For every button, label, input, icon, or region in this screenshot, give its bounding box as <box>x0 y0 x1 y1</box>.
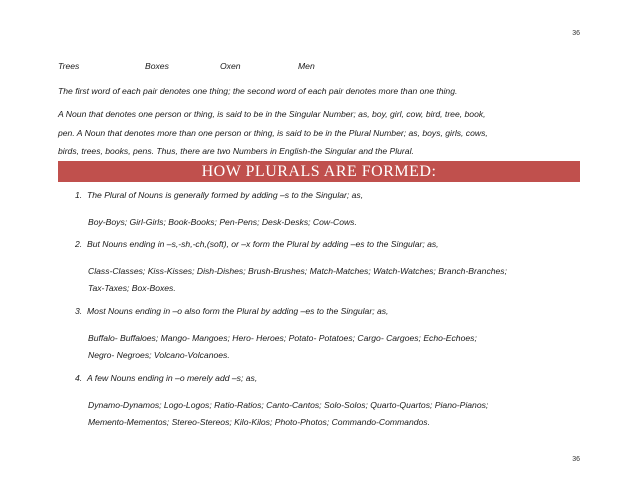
rule-examples-4 <box>88 397 488 431</box>
rule-examples-1 <box>88 214 357 231</box>
example-line: Boy-Boys; Girl-Girls; Book-Books; Pen-Pens; Desk-Desks; Cow-Cows. <box>88 217 357 227</box>
rule-examples-3 <box>88 330 477 364</box>
rule-text: The Plural of Nouns is generally formed by adding –s to the Singular; as, <box>87 190 364 200</box>
rule-text: But Nouns ending in –s,-sh,-ch,(soft), or –x form the Plural by adding –es to the Singular; as, <box>87 239 439 249</box>
word-trees: Trees <box>58 61 80 71</box>
rule-number: 4. <box>75 373 83 383</box>
rule-text: Most Nouns ending in –o also form the Plural by adding –es to the Singular; as, <box>87 306 389 316</box>
rule-text: A few Nouns ending in –o merely add –s; as, <box>87 373 258 383</box>
example-line: Class-Classes; Kiss-Kisses; Dish-Dishes; Brush-Brushes; Match-Matches; Watch-Watches; Branch-Branches; <box>88 266 507 276</box>
word-oxen: Oxen <box>220 61 241 71</box>
page-number-bottom: 36 <box>572 456 580 463</box>
example-line: Memento-Mementos; Stereo-Stereos; Kilo-Kilos; Photo-Photos; Commando-Commandos. <box>88 417 430 427</box>
example-line: Buffalo- Buffaloes; Mango- Mangoes; Hero- Heroes; Potato- Potatoes; Cargo- Cargoes; Echo-Echoes; <box>88 333 477 343</box>
paragraph-numbers-definition <box>58 105 588 161</box>
paragraph-pairs-explanation: The first word of each pair denotes one thing; the second word of each pair denotes more than one thing. <box>58 86 458 96</box>
paragraph-line: A Noun that denotes one person or thing, is said to be in the Singular Number; as, boy, girl, cow, bird, tree, book, <box>58 109 486 119</box>
rule-number: 2. <box>75 239 83 249</box>
word-men: Men <box>298 61 315 71</box>
section-banner: HOW PLURALS ARE FORMED: <box>58 161 580 182</box>
paragraph-line: pen. A Noun that denotes more than one person or thing, is said to be in the Plural Number; as, boys, girls, cows, <box>58 127 488 138</box>
paragraph-line: birds, trees, books, pens. Thus, there are two Numbers in English-the Singular and the Plural. <box>58 146 414 156</box>
rule-number: 3. <box>75 306 83 316</box>
page-number-top: 36 <box>572 30 580 37</box>
word-pairs <box>58 61 458 73</box>
rule-examples-2 <box>88 263 507 297</box>
example-line: Dynamo-Dynamos; Logo-Logos; Ratio-Ratios; Canto-Cantos; Solo-Solos; Quarto-Quartos; Piano-Pianos; <box>88 400 489 410</box>
word-boxes: Boxes <box>145 61 169 71</box>
example-line: Tax-Taxes; Box-Boxes. <box>88 283 176 293</box>
rule-number: 1. <box>75 190 83 200</box>
example-line: Negro- Negroes; Volcano-Volcanoes. <box>88 350 230 360</box>
